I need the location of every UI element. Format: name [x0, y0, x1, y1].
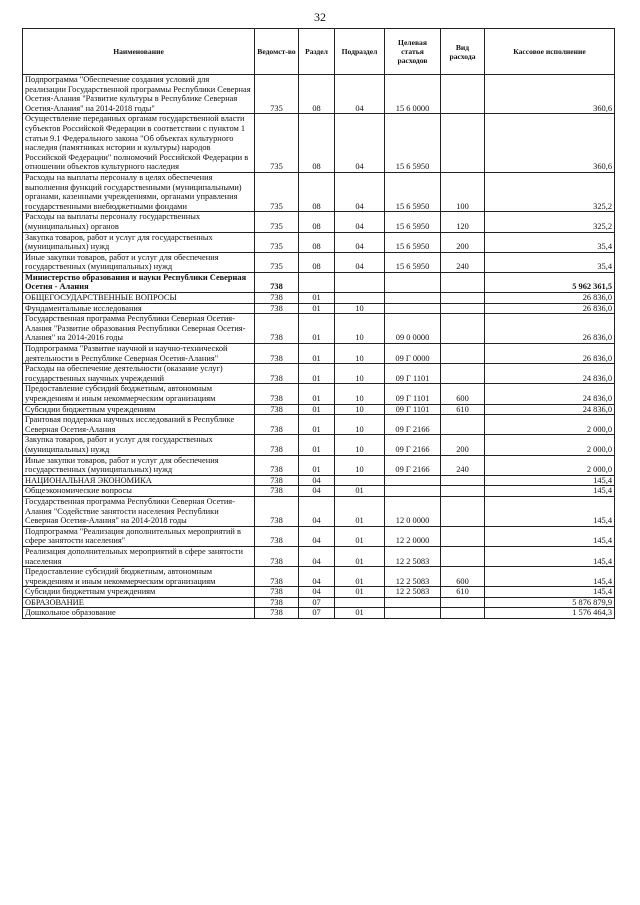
- cell-target-article: 15 6 5950: [385, 232, 441, 252]
- cell-expense-type: 610: [441, 587, 485, 598]
- cell-expense-type: 600: [441, 384, 485, 404]
- cell-name: Закупка товаров, работ и услуг для государственных (муниципальных) нужд: [23, 232, 255, 252]
- cell-section: 08: [299, 252, 335, 272]
- cell-section: 01: [299, 344, 335, 364]
- cell-section: 04: [299, 486, 335, 497]
- cell-target-article: 09 Г 2166: [385, 415, 441, 435]
- table-row: [23, 384, 615, 404]
- cell-target-article: 15 6 5950: [385, 114, 441, 173]
- cell-name: Государственная программа Республики Северная Осетия-Алания "Развитие образования Республики Северная Осетия-Алания" на 2014-2016 годы: [23, 314, 255, 344]
- cell-expense-type: 200: [441, 232, 485, 252]
- cell-amount: 145,4: [485, 587, 615, 598]
- cell-amount: 35,4: [485, 252, 615, 272]
- cell-target-article: 09 0 0000: [385, 314, 441, 344]
- cell-subsection: [335, 475, 385, 486]
- cell-expense-type: 240: [441, 252, 485, 272]
- cell-expense-type: [441, 496, 485, 526]
- cell-subsection: [335, 597, 385, 608]
- budget-execution-table: [22, 28, 615, 619]
- table-row: [23, 415, 615, 435]
- cell-dept: 738: [255, 314, 299, 344]
- table-row: [23, 608, 615, 619]
- cell-subsection: 10: [335, 303, 385, 314]
- cell-subsection: 10: [335, 364, 385, 384]
- cell-section: 08: [299, 114, 335, 173]
- cell-target-article: 15 6 0000: [385, 75, 441, 114]
- cell-amount: 26 836,0: [485, 344, 615, 364]
- cell-subsection: 04: [335, 75, 385, 114]
- cell-name: Субсидии бюджетным учреждениям: [23, 587, 255, 598]
- cell-dept: 735: [255, 75, 299, 114]
- cell-name: Подпрограмма "Реализация дополнительных мероприятий в сфере занятости населения": [23, 526, 255, 546]
- cell-amount: 325,2: [485, 212, 615, 232]
- cell-dept: 738: [255, 404, 299, 415]
- cell-section: 04: [299, 546, 335, 566]
- table-row: [23, 303, 615, 314]
- table-row: [23, 293, 615, 304]
- cell-amount: 5 962 361,5: [485, 272, 615, 292]
- cell-amount: 26 836,0: [485, 303, 615, 314]
- cell-dept: 738: [255, 303, 299, 314]
- cell-dept: 738: [255, 546, 299, 566]
- cell-section: 08: [299, 172, 335, 211]
- cell-target-article: 15 6 5950: [385, 172, 441, 211]
- cell-subsection: 10: [335, 435, 385, 455]
- table-row: [23, 404, 615, 415]
- table-row: [23, 172, 615, 211]
- cell-expense-type: [441, 303, 485, 314]
- cell-name: Закупка товаров, работ и услуг для государственных (муниципальных) нужд: [23, 435, 255, 455]
- cell-target-article: [385, 608, 441, 619]
- cell-subsection: [335, 293, 385, 304]
- table-row: [23, 212, 615, 232]
- cell-subsection: 04: [335, 114, 385, 173]
- cell-target-article: [385, 486, 441, 497]
- table-row: [23, 272, 615, 292]
- cell-name: Министерство образования и науки Республики Северная Осетия - Алания: [23, 272, 255, 292]
- cell-expense-type: [441, 75, 485, 114]
- cell-expense-type: [441, 344, 485, 364]
- header-section: Раздел: [299, 29, 335, 75]
- cell-name: Подпрограмма "Развитие научной и научно-технической деятельности в Республике Северная Осетия-Алания": [23, 344, 255, 364]
- table-row: [23, 252, 615, 272]
- cell-section: 04: [299, 587, 335, 598]
- cell-dept: 735: [255, 232, 299, 252]
- cell-dept: 738: [255, 455, 299, 475]
- cell-subsection: 04: [335, 212, 385, 232]
- header-amount: Кассовое исполнение: [485, 29, 615, 75]
- cell-amount: 24 836,0: [485, 384, 615, 404]
- cell-target-article: 12 2 5083: [385, 587, 441, 598]
- cell-amount: 35,4: [485, 232, 615, 252]
- cell-amount: 145,4: [485, 546, 615, 566]
- cell-section: 01: [299, 435, 335, 455]
- cell-amount: 26 836,0: [485, 293, 615, 304]
- cell-amount: 24 836,0: [485, 404, 615, 415]
- cell-name: ОБЩЕГОСУДАРСТВЕННЫЕ ВОПРОСЫ: [23, 293, 255, 304]
- cell-amount: 145,4: [485, 526, 615, 546]
- cell-target-article: 15 6 5950: [385, 212, 441, 232]
- cell-amount: 325,2: [485, 172, 615, 211]
- cell-target-article: 09 Г 0000: [385, 344, 441, 364]
- cell-amount: 360,6: [485, 114, 615, 173]
- cell-subsection: 01: [335, 587, 385, 598]
- cell-subsection: [335, 272, 385, 292]
- cell-expense-type: [441, 114, 485, 173]
- table-body: [23, 75, 615, 619]
- cell-section: 01: [299, 384, 335, 404]
- cell-amount: 145,4: [485, 496, 615, 526]
- cell-target-article: [385, 597, 441, 608]
- cell-subsection: 01: [335, 546, 385, 566]
- cell-target-article: 12 2 0000: [385, 526, 441, 546]
- cell-name: Предоставление субсидий бюджетным, автономным учреждениям и иным некоммерческим организациям: [23, 384, 255, 404]
- cell-expense-type: [441, 486, 485, 497]
- cell-amount: 2 000,0: [485, 455, 615, 475]
- cell-subsection: 10: [335, 314, 385, 344]
- cell-expense-type: [441, 608, 485, 619]
- cell-section: 01: [299, 303, 335, 314]
- cell-amount: 145,4: [485, 486, 615, 497]
- cell-expense-type: [441, 272, 485, 292]
- cell-subsection: 04: [335, 252, 385, 272]
- cell-target-article: [385, 272, 441, 292]
- cell-target-article: 09 Г 1101: [385, 404, 441, 415]
- table-row: [23, 314, 615, 344]
- cell-section: 08: [299, 212, 335, 232]
- cell-subsection: 01: [335, 486, 385, 497]
- cell-target-article: 15 6 5950: [385, 252, 441, 272]
- cell-expense-type: [441, 314, 485, 344]
- cell-dept: 735: [255, 212, 299, 232]
- table-row: [23, 344, 615, 364]
- cell-dept: 738: [255, 567, 299, 587]
- cell-target-article: 12 2 5083: [385, 567, 441, 587]
- cell-amount: 1 576 464,3: [485, 608, 615, 619]
- cell-target-article: 09 Г 2166: [385, 455, 441, 475]
- cell-target-article: 09 Г 2166: [385, 435, 441, 455]
- cell-dept: 738: [255, 272, 299, 292]
- cell-section: 01: [299, 415, 335, 435]
- cell-expense-type: [441, 475, 485, 486]
- cell-section: 01: [299, 364, 335, 384]
- cell-target-article: [385, 303, 441, 314]
- cell-name: Фундаментальные исследования: [23, 303, 255, 314]
- cell-dept: 738: [255, 597, 299, 608]
- table-row: [23, 475, 615, 486]
- cell-expense-type: [441, 415, 485, 435]
- cell-section: 04: [299, 475, 335, 486]
- cell-target-article: [385, 293, 441, 304]
- cell-expense-type: [441, 293, 485, 304]
- cell-amount: 2 000,0: [485, 435, 615, 455]
- cell-subsection: 01: [335, 567, 385, 587]
- cell-subsection: 10: [335, 415, 385, 435]
- cell-subsection: 04: [335, 232, 385, 252]
- cell-amount: 360,6: [485, 75, 615, 114]
- cell-dept: 738: [255, 496, 299, 526]
- cell-dept: 735: [255, 114, 299, 173]
- header-dept: Ведомст-во: [255, 29, 299, 75]
- cell-subsection: 01: [335, 526, 385, 546]
- cell-name: ОБРАЗОВАНИЕ: [23, 597, 255, 608]
- cell-dept: 738: [255, 435, 299, 455]
- cell-amount: 145,4: [485, 567, 615, 587]
- cell-subsection: 01: [335, 608, 385, 619]
- cell-section: 01: [299, 404, 335, 415]
- table-row: [23, 486, 615, 497]
- cell-dept: 738: [255, 608, 299, 619]
- header-target-article: Целевая статья расходов: [385, 29, 441, 75]
- table-row: [23, 587, 615, 598]
- cell-dept: 735: [255, 172, 299, 211]
- cell-amount: 26 836,0: [485, 314, 615, 344]
- cell-name: Реализация дополнительных мероприятий в сфере занятости населения: [23, 546, 255, 566]
- cell-subsection: 10: [335, 344, 385, 364]
- cell-name: Субсидии бюджетным учреждениям: [23, 404, 255, 415]
- cell-target-article: [385, 475, 441, 486]
- cell-dept: 738: [255, 364, 299, 384]
- table-row: [23, 455, 615, 475]
- cell-amount: 2 000,0: [485, 415, 615, 435]
- cell-section: [299, 272, 335, 292]
- cell-name: Иные закупки товаров, работ и услуг для обеспечения государственных (муниципальных) нужд: [23, 455, 255, 475]
- cell-name: Государственная программа Республики Северная Осетия-Алания "Содействие занятости населения Республики Северная Осетия-Алания" на 2014-2018 годы: [23, 496, 255, 526]
- cell-amount: 5 876 879,9: [485, 597, 615, 608]
- cell-expense-type: 600: [441, 567, 485, 587]
- cell-subsection: 10: [335, 404, 385, 415]
- table-row: [23, 75, 615, 114]
- page-number: 32: [314, 10, 326, 24]
- cell-dept: 735: [255, 252, 299, 272]
- cell-dept: 738: [255, 587, 299, 598]
- cell-section: 07: [299, 608, 335, 619]
- cell-dept: 738: [255, 415, 299, 435]
- table-row: [23, 232, 615, 252]
- cell-subsection: 01: [335, 496, 385, 526]
- table-row: [23, 496, 615, 526]
- cell-name: Расходы на обеспечение деятельности (оказание услуг) государственных научных учреждений: [23, 364, 255, 384]
- cell-amount: 145,4: [485, 475, 615, 486]
- table-row: [23, 114, 615, 173]
- table-row: [23, 597, 615, 608]
- cell-expense-type: [441, 546, 485, 566]
- table-row: [23, 364, 615, 384]
- cell-expense-type: 200: [441, 435, 485, 455]
- cell-subsection: 10: [335, 384, 385, 404]
- table-row: [23, 435, 615, 455]
- cell-expense-type: [441, 597, 485, 608]
- cell-subsection: 04: [335, 172, 385, 211]
- cell-target-article: 12 0 0000: [385, 496, 441, 526]
- cell-name: НАЦИОНАЛЬНАЯ ЭКОНОМИКА: [23, 475, 255, 486]
- cell-dept: 738: [255, 384, 299, 404]
- cell-subsection: 10: [335, 455, 385, 475]
- cell-name: Дошкольное образование: [23, 608, 255, 619]
- cell-name: Грантовая поддержка научных исследований в Республике Северная Осетия-Алания: [23, 415, 255, 435]
- cell-dept: 738: [255, 344, 299, 364]
- table-header: [23, 29, 615, 75]
- cell-target-article: 12 2 5083: [385, 546, 441, 566]
- cell-name: Иные закупки товаров, работ и услуг для обеспечения государственных (муниципальных) нужд: [23, 252, 255, 272]
- cell-name: Осуществление переданных органам государственной власти субъектов Российской Федерации в соответствии с пунктом 1 статьи 9.1 Федерального закона "Об объектах культурного наследия (памятниках истории и культуры) народов Российской Федерации" полномочий Российской Федерации в отношении объектов культурного наследия: [23, 114, 255, 173]
- cell-section: 04: [299, 567, 335, 587]
- cell-name: Предоставление субсидий бюджетным, автономным учреждениям и иным некоммерческим организациям: [23, 567, 255, 587]
- cell-expense-type: [441, 364, 485, 384]
- table-row: [23, 546, 615, 566]
- cell-target-article: 09 Г 1101: [385, 364, 441, 384]
- cell-dept: 738: [255, 475, 299, 486]
- cell-expense-type: 610: [441, 404, 485, 415]
- cell-section: 01: [299, 314, 335, 344]
- cell-section: 01: [299, 455, 335, 475]
- table-row: [23, 567, 615, 587]
- header-name: Наименование: [23, 29, 255, 75]
- cell-section: 04: [299, 526, 335, 546]
- cell-expense-type: 100: [441, 172, 485, 211]
- cell-dept: 738: [255, 526, 299, 546]
- cell-name: Расходы на выплаты персоналу государственных (муниципальных) органов: [23, 212, 255, 232]
- cell-section: 08: [299, 75, 335, 114]
- cell-section: 08: [299, 232, 335, 252]
- cell-target-article: 09 Г 1101: [385, 384, 441, 404]
- cell-dept: 738: [255, 293, 299, 304]
- cell-section: 04: [299, 496, 335, 526]
- cell-name: Подпрограмма "Обеспечение создания условий для реализации Государственной программы Республики Северная Осетия-Алания "Развитие культуры в Республике Северная Осетия-Алания" на 2014-2018 годы": [23, 75, 255, 114]
- cell-name: Расходы на выплаты персоналу в целях обеспечения выполнения функций государственными (муниципальными) органами, казенными учреждениями, органами управления государственными внебюджетными фондами: [23, 172, 255, 211]
- cell-amount: 24 836,0: [485, 364, 615, 384]
- header-expense-type: Вид расхода: [441, 29, 485, 75]
- cell-section: 01: [299, 293, 335, 304]
- header-subsection: Подраздел: [335, 29, 385, 75]
- cell-expense-type: [441, 526, 485, 546]
- cell-expense-type: 240: [441, 455, 485, 475]
- cell-expense-type: 120: [441, 212, 485, 232]
- cell-section: 07: [299, 597, 335, 608]
- table-row: [23, 526, 615, 546]
- cell-dept: 738: [255, 486, 299, 497]
- cell-name: Общеэкономические вопросы: [23, 486, 255, 497]
